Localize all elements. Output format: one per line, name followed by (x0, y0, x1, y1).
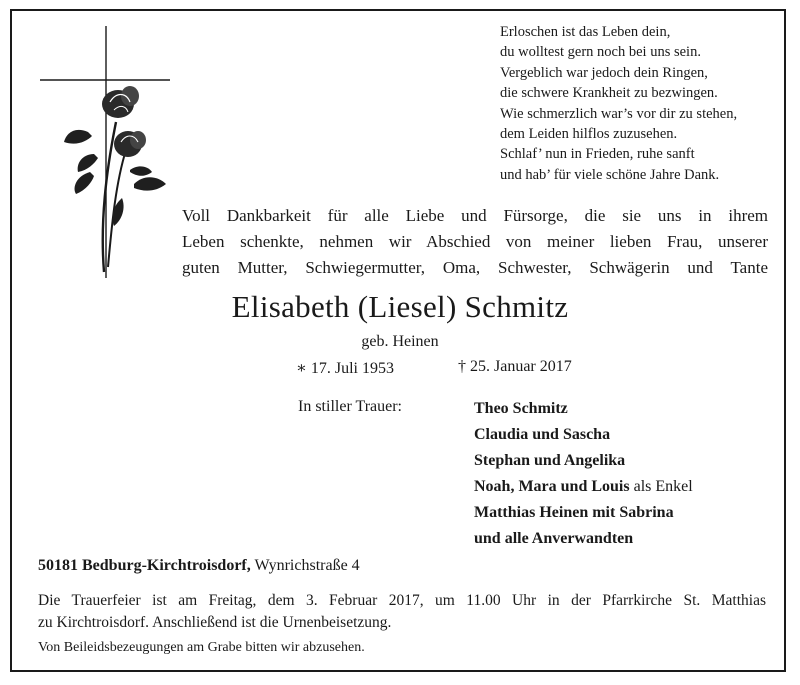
poem-line: Erloschen ist das Leben dein, (500, 24, 671, 40)
gratitude-line: Leben schenkte, nehmen wir Abschied von meiner lieben Frau, unserer (182, 232, 768, 251)
funeral-details-line: zu Kirchtroisdorf. Anschließend ist die Urnenbeisetzung. (38, 614, 392, 631)
memorial-poem (500, 22, 780, 185)
mourner-entry (474, 500, 693, 526)
mourner-entry (474, 526, 693, 552)
poem-line: Schlaf’ nun in Frieden, ruhe sanft (500, 146, 695, 163)
poem-line: die schwere Krankheit zu bezwingen. (500, 85, 718, 102)
maiden-name: geb. Heinen (361, 333, 439, 350)
mourner-entry (474, 422, 693, 448)
gratitude-line: Voll Dankbarkeit für alle Liebe und Fürsorge, die sie uns in ihrem (182, 206, 768, 225)
mourner-name: Stephan und Angelika (474, 452, 626, 469)
poem-line: Vergeblich war jedoch dein Ringen, (500, 64, 708, 81)
mourner-entry (474, 396, 693, 422)
rose-icon (64, 86, 166, 272)
cross-with-roses-illustration (26, 22, 186, 282)
mourner-name: Noah, Mara und Louis (474, 478, 630, 495)
funeral-details (38, 590, 766, 634)
address-city: 50181 Bedburg-Kirchtroisdorf, (38, 557, 251, 574)
mourner-name: Matthias Heinen mit Sabrina (474, 504, 674, 521)
address-street: Wynrichstraße 4 (250, 557, 360, 574)
poem-line: du wolltest gern noch bei uns sein. (500, 44, 701, 61)
family-address (38, 557, 360, 575)
birth-date: ∗ 17. Juli 1953 (296, 360, 394, 377)
mourner-entry (474, 474, 693, 500)
poem-line: Wie schmerzlich war’s vor dir zu stehen, (500, 105, 738, 122)
funeral-details-line: Die Trauerfeier ist am Freitag, dem 3. Februar 2017, um 11.00 Uhr in der Pfarrkirche St. Matthias (38, 592, 766, 609)
mourner-name: Claudia und Sascha (474, 426, 611, 443)
condolence-note: Von Beileidsbezeugungen am Grabe bitten wir abzusehen. (38, 640, 365, 655)
cross-icon (40, 26, 170, 278)
mourner-name: Theo Schmitz (474, 400, 568, 417)
mourner-relation: als Enkel (629, 478, 693, 495)
mourners-list (474, 396, 693, 552)
deceased-name: Elisabeth (Liesel) Schmitz (231, 289, 569, 324)
poem-line: und hab’ für viele schöne Jahre Dank. (500, 166, 720, 183)
death-date: † 25. Januar 2017 (458, 358, 572, 375)
poem-line: dem Leiden hilflos zuzusehen. (500, 126, 678, 143)
mourner-name: und alle Anverwandten (474, 530, 634, 547)
mourner-entry (474, 448, 693, 474)
gratitude-line: guten Mutter, Schwiegermutter, Oma, Schwester, Schwägerin und Tante (182, 258, 768, 277)
gratitude-text (182, 203, 768, 281)
mourning-label: In stiller Trauer: (298, 398, 402, 415)
